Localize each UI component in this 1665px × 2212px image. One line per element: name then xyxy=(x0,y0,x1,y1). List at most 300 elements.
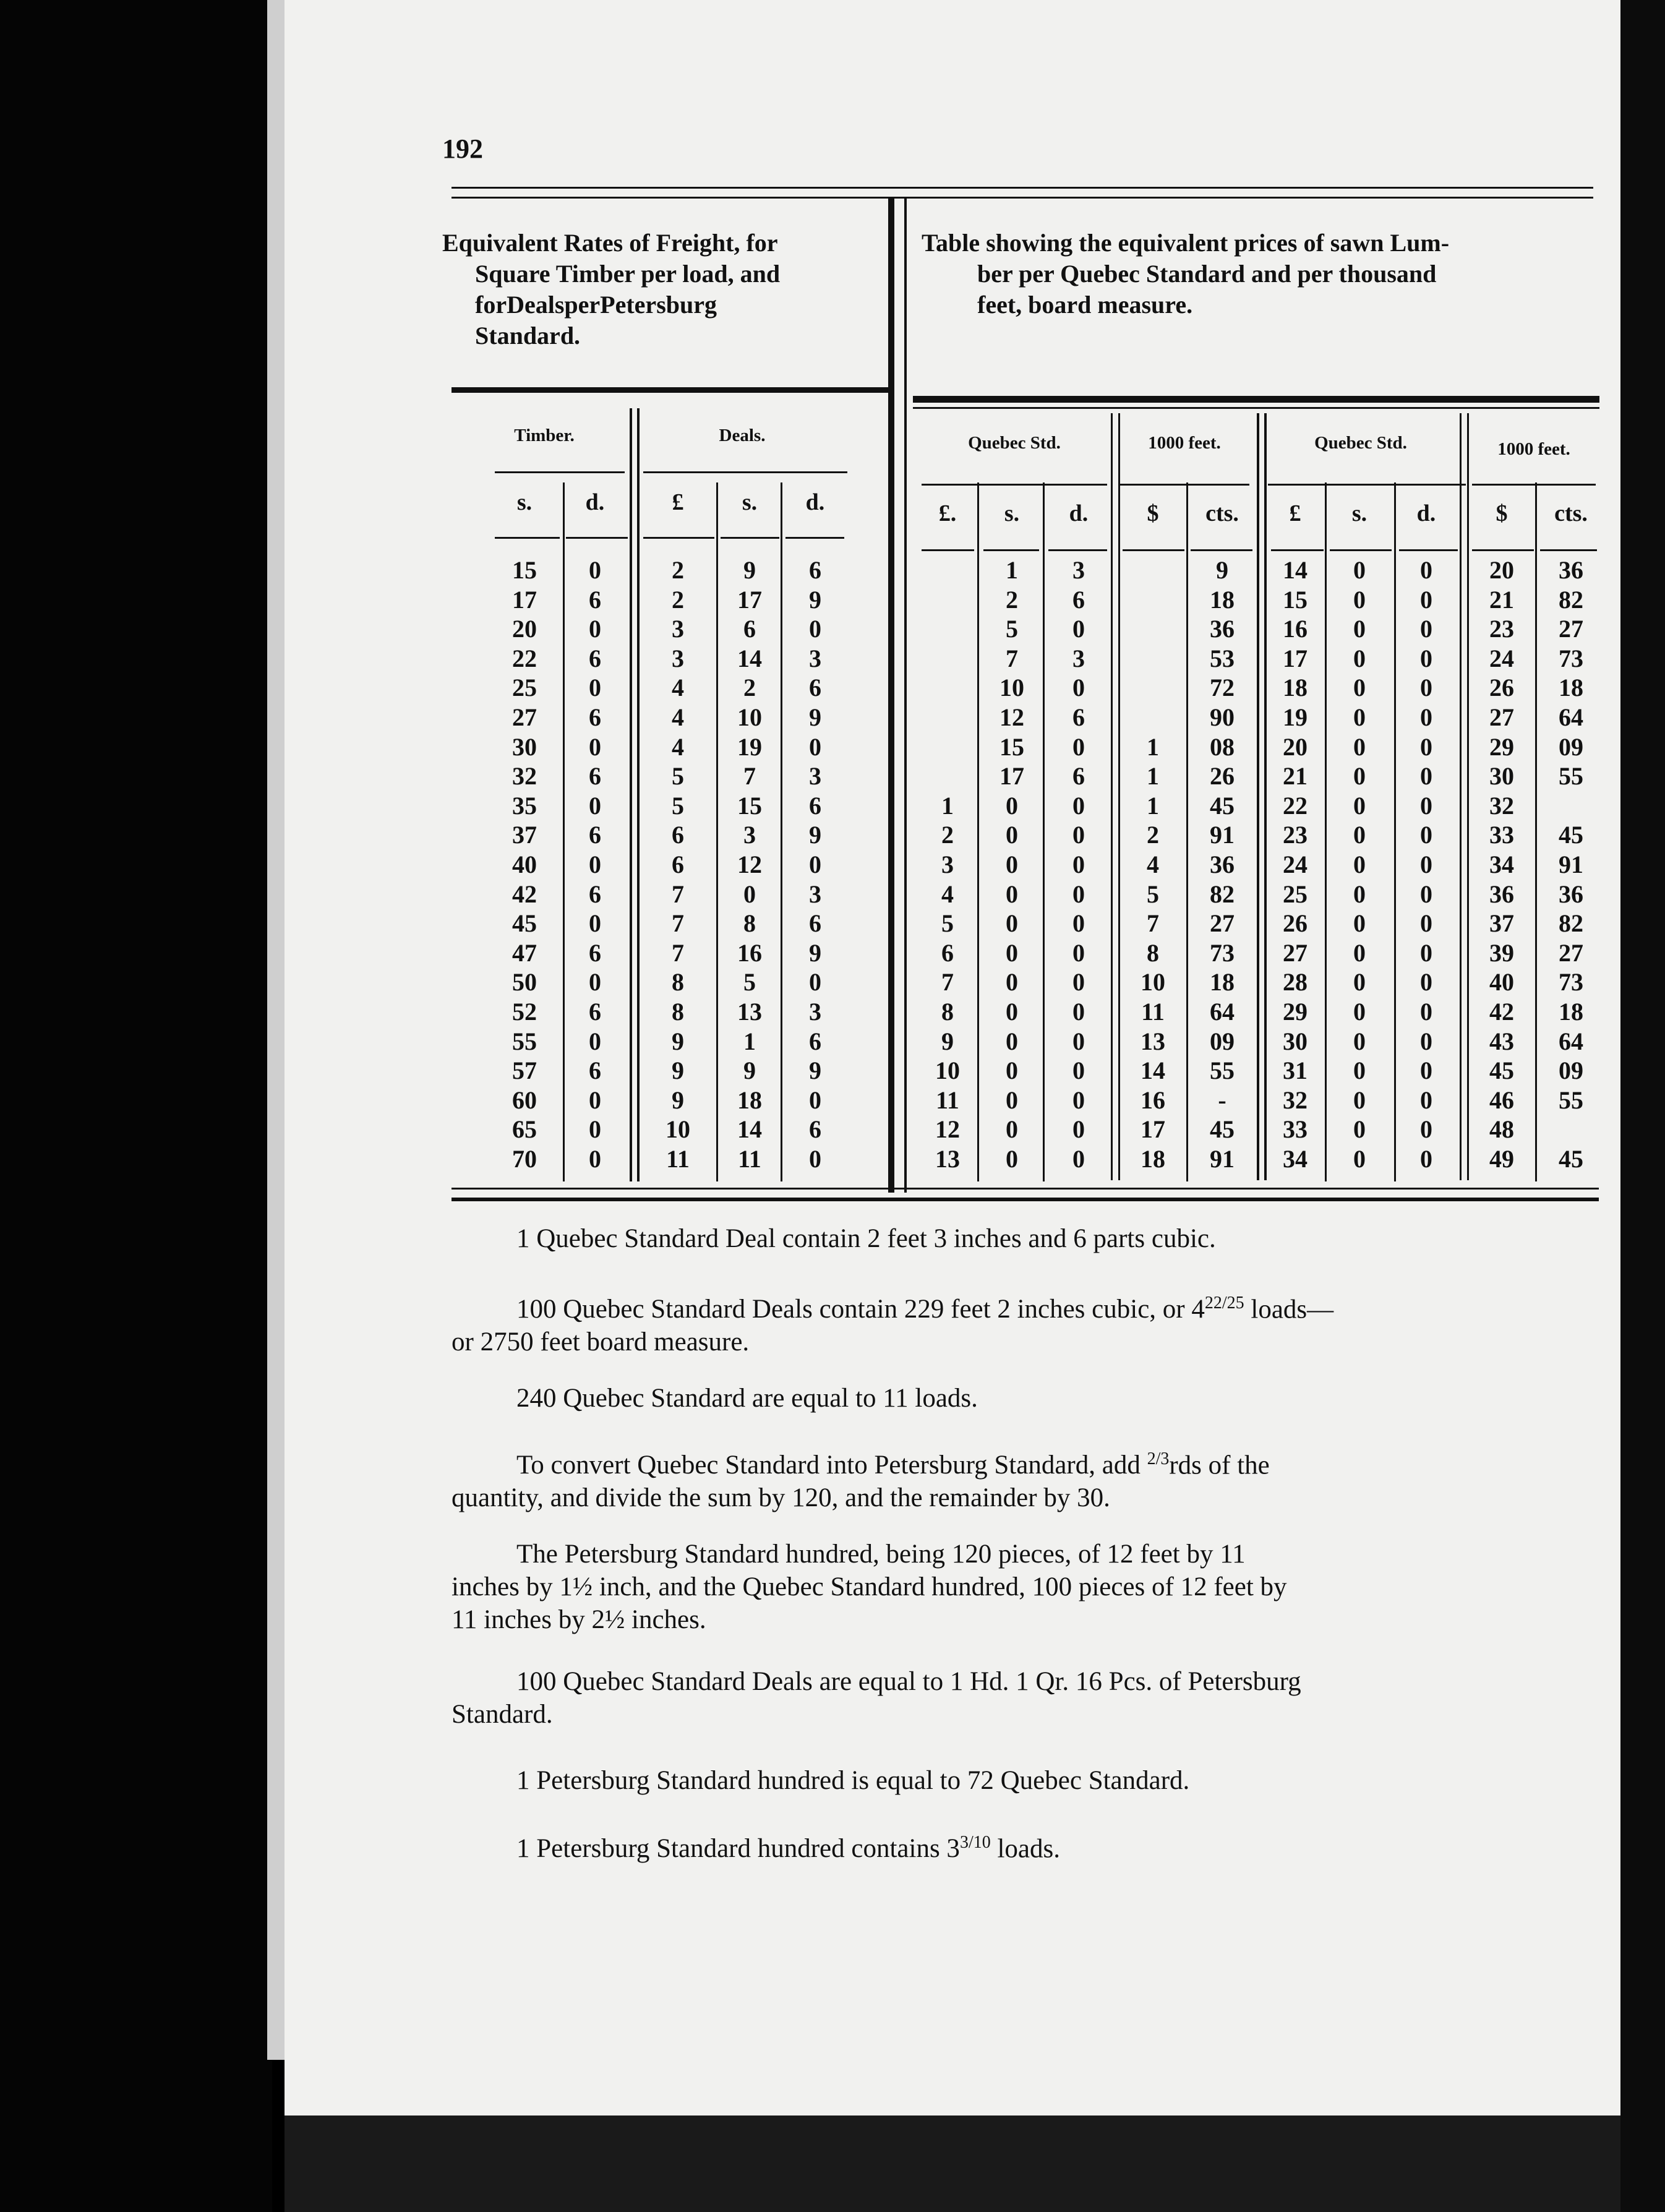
table-cell: 37 xyxy=(1489,909,1514,938)
table-cell: 0 xyxy=(589,1086,601,1114)
table-cell: 9 xyxy=(809,938,821,967)
table-cell: 6 xyxy=(1072,585,1085,614)
note-2: 100 Quebec Standard Deals contain 229 feet 2 inches cubic, or $4^{22/25}$ loads— or 2750 feet board measure. xyxy=(452,1293,1334,1357)
table-cell: 0 xyxy=(1006,968,1018,997)
subhead-underline xyxy=(1472,549,1534,551)
table-cell: 26 xyxy=(1210,762,1235,791)
table-cell: 30 xyxy=(512,732,537,761)
table-cell: 23 xyxy=(1489,615,1514,643)
column-subhead: d. xyxy=(585,489,605,515)
table-cell: 15 xyxy=(1283,585,1308,614)
table-cell: 73 xyxy=(1559,644,1583,672)
col-divider xyxy=(1186,482,1188,1181)
table-cell: 0 xyxy=(1006,851,1018,878)
table-cell: 0 xyxy=(1420,703,1432,731)
table-cell: 1 xyxy=(1147,762,1159,791)
table-cell: 27 xyxy=(512,703,537,731)
table-cell: 60 xyxy=(512,1086,537,1114)
table-cell: 4 xyxy=(672,674,684,702)
table-cell: 4 xyxy=(941,880,954,908)
table-cell: 1 xyxy=(941,791,954,820)
table-cell: 65 xyxy=(512,1115,537,1144)
right-table-title: Table showing the equivalent prices of sawn Lum- ber per Quebec Standard and per thousand feet, board measure. xyxy=(922,229,1450,319)
table-cell: 29 xyxy=(1283,998,1308,1026)
table-cell: 7 xyxy=(941,968,954,997)
column-subhead: $ xyxy=(1496,500,1508,526)
note-1: 1 Quebec Standard Deal contain 2 feet 3 inches and 6 parts cubic. xyxy=(516,1224,1216,1253)
table-cell: 10 xyxy=(737,703,762,731)
table-cell: 0 xyxy=(1353,732,1366,761)
table-cell: 28 xyxy=(1283,968,1308,997)
table-cell: 26 xyxy=(1489,674,1514,702)
table-cell: 0 xyxy=(1353,703,1366,731)
table-cell: 24 xyxy=(1489,644,1514,672)
table-cell: 0 xyxy=(809,1145,821,1173)
table-cell: 6 xyxy=(809,791,821,820)
table-cell: 19 xyxy=(737,732,762,761)
table-cell: 0 xyxy=(589,732,601,761)
col-divider-double xyxy=(1460,413,1462,1180)
table-cell: 0 xyxy=(1420,1086,1432,1114)
table-cell: 11 xyxy=(738,1145,761,1173)
subhead-underline xyxy=(1048,549,1107,551)
table-cell: 36 xyxy=(1559,556,1583,584)
table-cell: 3 xyxy=(672,615,684,643)
right-header-rule xyxy=(913,396,1599,403)
table-cell: 30 xyxy=(1283,1027,1308,1055)
table-cell: 0 xyxy=(809,968,821,997)
table-cell: 3 xyxy=(809,644,821,672)
table-cell: - xyxy=(1218,1086,1226,1114)
table-cell: 27 xyxy=(1489,703,1514,731)
table-cell: 0 xyxy=(1420,762,1432,791)
table-cell: 3 xyxy=(743,821,756,849)
left-table-title: Equivalent Rates of Freight, for Square Timber per load, and forDealsperPetersburg Standard. xyxy=(442,229,781,349)
table-cell: 0 xyxy=(589,1115,601,1144)
table-cell: 2 xyxy=(941,821,954,849)
table-cell: 0 xyxy=(1420,1145,1432,1173)
table-cell: 0 xyxy=(1353,1086,1366,1114)
table-cell: 3 xyxy=(672,644,684,672)
table-cell: 0 xyxy=(1420,909,1432,938)
table-cell: 09 xyxy=(1210,1027,1235,1055)
table-cell: 23 xyxy=(1283,821,1308,849)
group-1000-feet-2: 1000 feet. xyxy=(1497,439,1570,459)
table-bottom-rule xyxy=(452,1188,1599,1190)
table-cell: 11 xyxy=(936,1086,959,1114)
table-cell: 21 xyxy=(1283,762,1308,791)
table-cell: 7 xyxy=(1006,644,1018,672)
table-cell: 0 xyxy=(809,1086,821,1114)
table-cell: 3 xyxy=(1072,644,1085,672)
table-cell: 8 xyxy=(743,909,756,938)
table-cell: 0 xyxy=(809,732,821,761)
table-cell: 6 xyxy=(589,644,601,672)
col-divider-double xyxy=(630,408,632,1181)
group-underline xyxy=(1119,484,1249,486)
subhead-underline xyxy=(1540,549,1597,551)
table-cell: 0 xyxy=(1072,1027,1085,1055)
table-cell: 0 xyxy=(1072,909,1085,938)
table-cell: 0 xyxy=(589,556,601,584)
table-cell: 0 xyxy=(1006,791,1018,820)
scan-left-margin xyxy=(0,0,272,2212)
table-cell: 90 xyxy=(1210,703,1235,731)
group-underline xyxy=(1268,484,1466,486)
table-cell: 72 xyxy=(1210,674,1235,702)
table-cell: 0 xyxy=(1420,644,1432,672)
table-cell: 0 xyxy=(1420,938,1432,967)
table-cell: 5 xyxy=(672,762,684,791)
subhead-underline xyxy=(1191,549,1252,551)
table-cell: 64 xyxy=(1559,703,1583,731)
col-divider xyxy=(781,482,782,1181)
subhead-underline xyxy=(1271,549,1324,551)
table-cell: 18 xyxy=(1283,674,1308,702)
table-cell: 0 xyxy=(1006,1086,1018,1114)
table-cell: 55 xyxy=(1210,1057,1235,1085)
top-rule xyxy=(452,187,1593,189)
subhead-underline xyxy=(643,537,714,539)
table-cell: 0 xyxy=(1006,909,1018,938)
table-cell: 14 xyxy=(737,1115,762,1144)
column-subhead: s. xyxy=(742,489,758,515)
table-cell: 0 xyxy=(1420,674,1432,702)
table-cell: 18 xyxy=(1210,585,1235,614)
table-cell: 0 xyxy=(1072,998,1085,1026)
table-cell: 0 xyxy=(1072,938,1085,967)
table-cell: 0 xyxy=(1353,880,1366,908)
table-cell: 0 xyxy=(1072,968,1085,997)
table-cell: 2 xyxy=(672,556,684,584)
group-quebec-std-2: Quebec Std. xyxy=(1314,433,1407,453)
table-cell: 0 xyxy=(1353,791,1366,820)
table-cell: 17 xyxy=(999,762,1024,791)
table-cell: 42 xyxy=(1489,998,1514,1026)
table-cell: 0 xyxy=(1420,615,1432,643)
table-cell: 2 xyxy=(1147,821,1159,849)
table-cell: 0 xyxy=(1353,762,1366,791)
table-cell: 0 xyxy=(743,880,756,908)
note-3: 240 Quebec Standard are equal to 11 loads. xyxy=(516,1384,978,1413)
table-cell: 09 xyxy=(1559,1057,1583,1085)
table-cell: 45 xyxy=(1559,1145,1583,1173)
table-cell: 0 xyxy=(1420,1027,1432,1055)
table-cell: 4 xyxy=(672,732,684,761)
table-cell: 35 xyxy=(512,791,537,820)
table-cell: 20 xyxy=(1283,732,1308,761)
table-cell: 0 xyxy=(1072,791,1085,820)
table-cell: 8 xyxy=(672,998,684,1026)
table-cell: 9 xyxy=(672,1086,684,1114)
subhead-underline xyxy=(1123,549,1184,551)
table-cell: 5 xyxy=(743,968,756,997)
table-cell: 0 xyxy=(1006,880,1018,908)
col-divider-double xyxy=(1467,413,1469,1180)
table-cell: 7 xyxy=(743,762,756,791)
table-cell: 57 xyxy=(512,1057,537,1085)
table-cell: 9 xyxy=(809,703,821,731)
col-divider-double xyxy=(1111,413,1113,1180)
table-cell: 9 xyxy=(743,1057,756,1085)
table-cell: 55 xyxy=(1559,762,1583,791)
column-subhead: £ xyxy=(1289,500,1301,526)
table-cell: 52 xyxy=(512,998,537,1026)
table-cell: 36 xyxy=(1559,880,1583,908)
note-5: The Petersburg Standard hundred, being 120 pieces, of 12 feet by 11 inches by 1½ inch, and the Quebec Standard hundred, 100 pieces of 12 feet by 11 inches by 2½ inches. xyxy=(452,1540,1287,1634)
table-cell: 0 xyxy=(1353,556,1366,584)
table-cell: 24 xyxy=(1283,851,1308,878)
table-cell: 9 xyxy=(672,1027,684,1055)
table-cell: 0 xyxy=(809,615,821,643)
table-cell: 9 xyxy=(941,1027,954,1055)
table-cell: 0 xyxy=(1353,1057,1366,1085)
table-cell: 1 xyxy=(1147,791,1159,820)
table-cell: 25 xyxy=(1283,880,1308,908)
table-cell: 43 xyxy=(1489,1027,1514,1055)
group-1000-feet-1: 1000 feet. xyxy=(1148,433,1221,453)
top-rule-2 xyxy=(452,197,1593,199)
table-cell: 22 xyxy=(1283,791,1308,820)
table-cell: 36 xyxy=(1210,851,1235,878)
table-cell: 19 xyxy=(1283,703,1308,731)
table-cell: 0 xyxy=(1353,938,1366,967)
table-cell: 18 xyxy=(1559,998,1583,1026)
col-divider xyxy=(1535,482,1537,1181)
table-cell: 0 xyxy=(1072,1145,1085,1173)
table-cell: 22 xyxy=(512,644,537,672)
table-cell: 12 xyxy=(737,851,762,878)
table-cell: 47 xyxy=(512,938,537,967)
table-cell: 6 xyxy=(809,909,821,938)
table-cell: 0 xyxy=(809,851,821,878)
table-cell: 8 xyxy=(1147,938,1159,967)
table-cell: 32 xyxy=(512,762,537,791)
table-cell: 25 xyxy=(512,674,537,702)
left-header-rule xyxy=(452,387,891,393)
col-divider xyxy=(716,482,718,1181)
table-cell: 0 xyxy=(589,1027,601,1055)
table-cell: 53 xyxy=(1210,644,1235,672)
table-cell: 14 xyxy=(1141,1057,1165,1085)
group-underline xyxy=(922,484,1107,486)
table-cell: 27 xyxy=(1559,938,1583,967)
table-cell: 0 xyxy=(1420,585,1432,614)
table-cell: 4 xyxy=(672,703,684,731)
table-cell: 10 xyxy=(666,1115,690,1144)
table-cell: 0 xyxy=(589,791,601,820)
table-cell: 3 xyxy=(809,762,821,791)
table-cell: 6 xyxy=(589,585,601,614)
table-cell: 0 xyxy=(1072,732,1085,761)
table-cell: 42 xyxy=(512,880,537,908)
group-underline xyxy=(495,471,625,473)
table-cell: 20 xyxy=(1489,556,1514,584)
right-header-rule-2 xyxy=(913,407,1599,409)
table-cell: 4 xyxy=(1147,851,1159,878)
table-cell: 10 xyxy=(935,1057,960,1085)
table-cell: 55 xyxy=(1559,1086,1583,1114)
table-cell: 6 xyxy=(589,998,601,1026)
table-cell: 40 xyxy=(512,851,537,878)
scan-bottom-edge xyxy=(285,2116,1639,2212)
center-divider xyxy=(888,197,894,1193)
table-cell: 21 xyxy=(1489,585,1514,614)
table-cell: 49 xyxy=(1489,1145,1514,1173)
table-cell: 33 xyxy=(1283,1115,1308,1144)
table-cell: 14 xyxy=(1283,556,1308,584)
table-cell: 36 xyxy=(1489,880,1514,908)
table-cell: 91 xyxy=(1210,1145,1235,1173)
table-cell: 0 xyxy=(1420,732,1432,761)
table-cell: 2 xyxy=(743,674,756,702)
table-cell: 6 xyxy=(672,851,684,878)
table-cell: 6 xyxy=(809,1115,821,1144)
table-cell: 0 xyxy=(1353,968,1366,997)
table-cell: 27 xyxy=(1283,938,1308,967)
table-cell: 6 xyxy=(809,1027,821,1055)
table-cell: 6 xyxy=(589,821,601,849)
group-deals: Deals. xyxy=(719,426,766,445)
table-cell: 0 xyxy=(1353,909,1366,938)
table-cell: 36 xyxy=(1210,615,1235,643)
table-cell: 0 xyxy=(1072,674,1085,702)
table-cell: 0 xyxy=(1420,851,1432,878)
scan-right-edge xyxy=(1620,0,1665,2212)
table-cell: 50 xyxy=(512,968,537,997)
col-divider xyxy=(1043,482,1045,1181)
table-cell: 32 xyxy=(1489,791,1514,820)
table-cell: 0 xyxy=(589,615,601,643)
table-cell: 82 xyxy=(1559,909,1583,938)
table-cell: 0 xyxy=(589,968,601,997)
table-cell: 0 xyxy=(1072,1115,1085,1144)
table-cell: 70 xyxy=(512,1145,537,1173)
table-cell: 0 xyxy=(1420,821,1432,849)
table-cell: 0 xyxy=(1420,968,1432,997)
table-cell: 16 xyxy=(1141,1086,1165,1114)
table-cell: 6 xyxy=(1072,703,1085,731)
note-6: 100 Quebec Standard Deals are equal to 1 Hd. 1 Qr. 16 Pcs. of Petersburg Standard. xyxy=(452,1667,1301,1729)
table-cell: 46 xyxy=(1489,1086,1514,1114)
table-cell: 45 xyxy=(1559,821,1583,849)
table-cell: 12 xyxy=(935,1115,960,1144)
table-cell: 17 xyxy=(512,585,537,614)
column-subhead: $ xyxy=(1147,500,1159,526)
table-cell: 0 xyxy=(589,909,601,938)
table-cell: 0 xyxy=(1420,1115,1432,1144)
table-cell: 2 xyxy=(1006,585,1018,614)
table-cell: 3 xyxy=(809,998,821,1026)
table-cell: 6 xyxy=(941,938,954,967)
table-cell: 45 xyxy=(1210,791,1235,820)
table-cell: 27 xyxy=(1210,909,1235,938)
subhead-underline xyxy=(566,537,628,539)
table-cell: 18 xyxy=(1210,968,1235,997)
table-cell: 27 xyxy=(1559,615,1583,643)
table-cell: 48 xyxy=(1489,1115,1514,1144)
table-cell: 15 xyxy=(737,791,762,820)
table-cell: 16 xyxy=(737,938,762,967)
table-cell: 7 xyxy=(672,909,684,938)
table-cell: 1 xyxy=(1147,732,1159,761)
table-cell: 0 xyxy=(1353,585,1366,614)
table-cell: 0 xyxy=(1420,556,1432,584)
table-cell: 6 xyxy=(672,821,684,849)
column-subhead: cts. xyxy=(1205,500,1239,526)
table-cell: 13 xyxy=(737,998,762,1026)
center-divider-2 xyxy=(904,197,907,1193)
table-cell: 9 xyxy=(809,821,821,849)
table-cell: 0 xyxy=(1006,821,1018,849)
table-cell: 0 xyxy=(1420,880,1432,908)
table-cell: 0 xyxy=(1420,998,1432,1026)
table-cell: 0 xyxy=(1006,938,1018,967)
table-cell: 18 xyxy=(737,1086,762,1114)
table-cell: 3 xyxy=(809,880,821,908)
table-cell: 10 xyxy=(999,674,1024,702)
table-cell: 91 xyxy=(1210,821,1235,849)
table-cell: 17 xyxy=(1141,1115,1165,1144)
table-cell: 0 xyxy=(1006,1027,1018,1055)
table-cell: 0 xyxy=(1072,615,1085,643)
column-subhead: d. xyxy=(1069,500,1089,526)
underlying-page-edge xyxy=(267,0,285,2060)
table-cell: 39 xyxy=(1489,938,1514,967)
column-subhead: £ xyxy=(672,489,684,515)
table-cell: 82 xyxy=(1210,880,1235,908)
table-cell: 9 xyxy=(809,1057,821,1085)
table-cell: 9 xyxy=(809,585,821,614)
table-cell: 8 xyxy=(941,998,954,1026)
table-cell: 37 xyxy=(512,821,537,849)
table-cell: 30 xyxy=(1489,762,1514,791)
table-cell: 0 xyxy=(1353,998,1366,1026)
table-cell: 5 xyxy=(1006,615,1018,643)
table-cell: 5 xyxy=(941,909,954,938)
table-cell: 14 xyxy=(737,644,762,672)
table-cell: 45 xyxy=(512,909,537,938)
table-cell: 7 xyxy=(1147,909,1159,938)
table-cell: 0 xyxy=(1353,1027,1366,1055)
subhead-underline xyxy=(1399,549,1458,551)
column-subhead: d. xyxy=(1416,500,1436,526)
table-cell: 5 xyxy=(672,791,684,820)
table-cell: 0 xyxy=(1072,851,1085,878)
table-cell: 91 xyxy=(1559,851,1583,878)
subhead-underline xyxy=(983,549,1039,551)
table-cell: 6 xyxy=(589,762,601,791)
table-cell: 33 xyxy=(1489,821,1514,849)
table-cell: 13 xyxy=(935,1145,960,1173)
table-cell: 0 xyxy=(1072,821,1085,849)
table-cell: 2 xyxy=(672,585,684,614)
table-cell: 17 xyxy=(737,585,762,614)
table-cell: 6 xyxy=(589,938,601,967)
table-cell: 9 xyxy=(672,1057,684,1085)
table-cell: 10 xyxy=(1141,968,1165,997)
table-cell: 40 xyxy=(1489,968,1514,997)
column-subhead: d. xyxy=(805,489,825,515)
table-cell: 45 xyxy=(1210,1115,1235,1144)
table-cell: 64 xyxy=(1210,998,1235,1026)
group-underline xyxy=(643,471,847,473)
table-cell: 20 xyxy=(512,615,537,643)
table-cell: 6 xyxy=(589,1057,601,1085)
table-cell: 0 xyxy=(1353,674,1366,702)
col-divider-double xyxy=(1118,413,1120,1180)
table-cell: 15 xyxy=(999,732,1024,761)
